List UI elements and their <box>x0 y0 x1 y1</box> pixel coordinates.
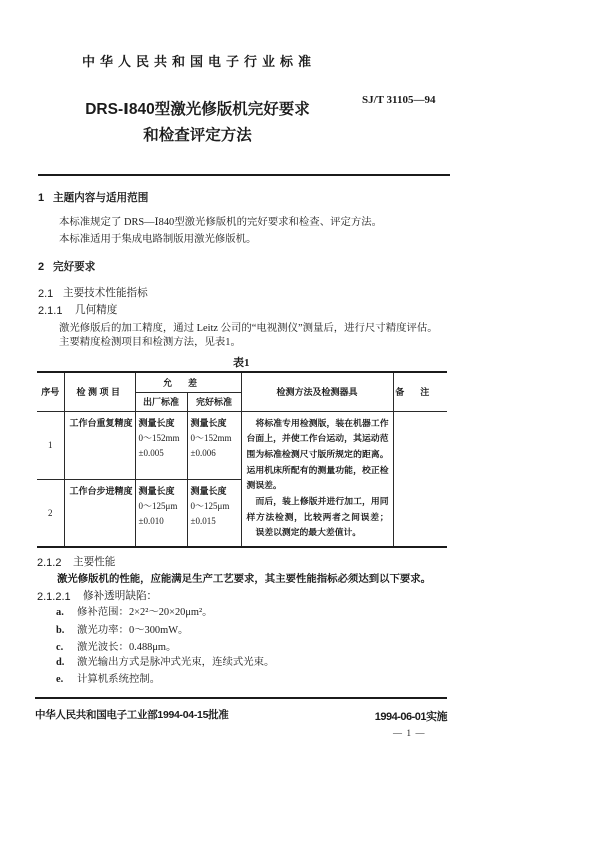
good-line: ±0.015 <box>190 515 216 526</box>
subsection-number: 2.1.2 <box>37 557 62 569</box>
header-remarks: 备注 <box>393 372 447 411</box>
method-line: 测误差。 <box>246 480 282 491</box>
title-line-1: DRS-Ⅰ840型激光修版机完好要求 <box>85 101 310 118</box>
subsection-number: 2.1.1 <box>38 305 63 317</box>
subsection-title: 主要性能 <box>73 557 116 568</box>
table-row <box>37 411 447 479</box>
method-line: 误差以测定的最大差值计。 <box>255 527 362 538</box>
paragraph: 激光修版机的性能，应能满足生产工艺要求，其主要性能指标必须达到以下要求。 <box>57 574 432 585</box>
header-factory-standard: 出厂标准 <box>135 392 187 411</box>
implementation-date: 1994-06-01实施 <box>374 711 447 723</box>
good-line: 0～125μm <box>190 500 230 511</box>
subsection-number: 2.1 <box>38 288 54 300</box>
header-item: 检测项目 <box>64 372 135 411</box>
method-line: 运用机床所配有的测量功能，校正检 <box>246 464 389 475</box>
list-item-label: a. <box>56 607 64 618</box>
row-good <box>187 479 241 547</box>
list-item-label: b. <box>56 625 65 636</box>
factory-line: ±0.010 <box>138 515 164 526</box>
row-factory <box>135 411 187 479</box>
paragraph: 本标准规定了 DRS—Ⅰ840型激光修版机的完好要求和检查、评定方法。 <box>59 217 383 228</box>
header-tolerance: 允差 <box>135 372 241 392</box>
paragraph: 本标准适用于集成电路制版用激光修版机。 <box>59 234 257 245</box>
good-line: 0～152mm <box>190 432 232 443</box>
list-item-text: 激光输出方式是脉冲式光束，连续式光束。 <box>77 657 275 668</box>
header-method: 检测方法及检测器具 <box>241 372 393 411</box>
section-title: 完好要求 <box>53 261 96 273</box>
factory-line: ±0.005 <box>138 447 164 458</box>
table-header-row <box>37 372 447 392</box>
list-item-label: e. <box>56 674 64 685</box>
row-item <box>64 411 135 479</box>
factory-line: 0～125μm <box>138 500 178 511</box>
list-item-text: 计算机系统控制。 <box>77 674 161 685</box>
header-seq: 序号 <box>37 372 64 411</box>
list-item-label: d. <box>56 657 65 668</box>
list-item-text: 修补范围：2×2²～20×20μm²。 <box>77 607 213 618</box>
remarks-cell <box>393 411 447 547</box>
document-title <box>60 97 335 149</box>
good-line: 测量长度 <box>190 485 227 496</box>
list-item-label: c. <box>56 642 64 653</box>
header-divider <box>38 174 450 176</box>
section-number: 1 <box>38 192 45 204</box>
row-seq: 2 <box>37 479 64 547</box>
paragraph: 主要精度检测项目和检测方法，见表1。 <box>59 337 241 348</box>
list-item-text: 激光功率：0～300mW。 <box>77 625 189 636</box>
factory-line: 测量长度 <box>138 417 175 428</box>
issuer-heading: 中华人民共和国电子行业标准 <box>82 54 317 69</box>
header-good-standard: 完好标准 <box>187 392 241 411</box>
row-factory <box>135 479 187 547</box>
subsection-title: 几何精度 <box>75 305 118 316</box>
method-line: 将标准专用检测版，装在机器工作 <box>255 417 389 428</box>
row-seq: 1 <box>37 411 64 479</box>
title-line-2: 和检查评定方法 <box>143 127 252 144</box>
page-number: — 1 — <box>393 728 425 738</box>
subsection-title: 主要技术性能指标 <box>63 288 148 299</box>
row-item-text: 工作台步进精度 <box>69 485 133 496</box>
method-line: 而后，装上修版并进行加工，用同 <box>255 496 389 507</box>
method-line: 台面上，并使工作台运动，其运动范 <box>246 433 389 444</box>
good-line: 测量长度 <box>190 417 227 428</box>
section-number: 2 <box>38 261 45 273</box>
factory-line: 测量长度 <box>138 485 175 496</box>
method-cell <box>241 411 393 547</box>
factory-line: 0～152mm <box>138 432 180 443</box>
row-good <box>187 411 241 479</box>
row-item <box>64 479 135 547</box>
approval-info: 中华人民共和国电子工业部1994-04-15批准 <box>35 709 229 721</box>
method-line: 围为标准检测尺寸版所规定的距离。 <box>246 448 389 459</box>
subsection-number: 2.1.2.1 <box>37 591 71 603</box>
inspection-table <box>37 371 447 548</box>
paragraph: 激光修版后的加工精度，通过 Leitz 公司的“电视测仪”测量后，进行尺寸精度评估。 <box>59 323 438 334</box>
list-item-text: 激光波长：0.488μm。 <box>77 642 177 653</box>
row-item-text: 工作台重复精度 <box>69 417 133 428</box>
method-line: 样方法检测，比较两者之间误差； <box>246 511 389 522</box>
subsection-title: 修补透明缺陷： <box>83 591 158 602</box>
footer-divider <box>35 697 447 699</box>
good-line: ±0.006 <box>190 447 216 458</box>
section-title: 主题内容与适用范围 <box>53 192 149 204</box>
standard-number: SJ/T 31105—94 <box>362 94 436 106</box>
table-caption: 表1 <box>233 357 250 369</box>
